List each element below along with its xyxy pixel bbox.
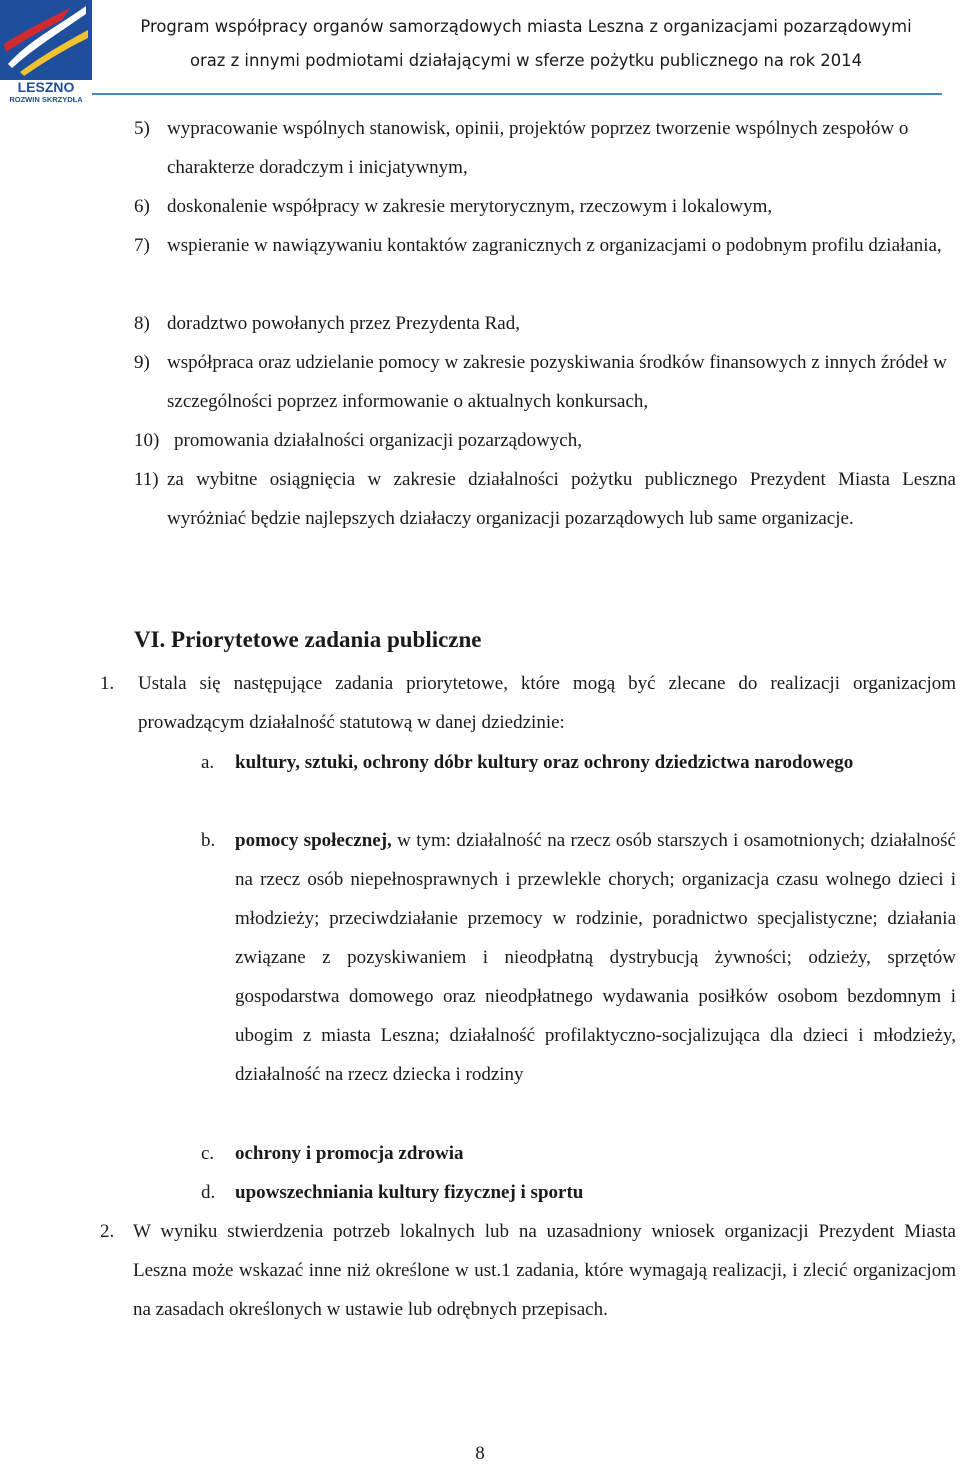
sub-item-bold-text: pomocy społecznej, (235, 830, 392, 851)
paragraph-number: 1. (100, 673, 115, 694)
list-item-number: 5) (134, 118, 150, 139)
list-item-text: promowania działalności organizacji pozarządowych, (174, 430, 582, 451)
numbered-paragraph (100, 664, 956, 742)
list-item-text: za wybitne osiągnięcia w zakresie działalności pożytku publicznego Prezydent Miasta Leszna wyróżniać będzie najlepszych działaczy organizacji pozarządowych lub same organizacje. (167, 469, 956, 529)
paragraph-text: W wyniku stwierdzenia potrzeb lokalnych lub na uzasadniony wniosek organizacji Prezydent Miasta Leszna może wskazać inne niż określone w ust.1 zadania, które wymagają realizacji, i zlecić organizacjom na zasadach określonych w ustawie lub odrębnych przepisach. (133, 1221, 956, 1320)
sub-list-item (201, 1173, 956, 1212)
paragraph-number: 2. (100, 1221, 115, 1242)
list-item-number: 7) (134, 235, 150, 256)
paragraph-text: Ustala się następujące zadania priorytetowe, które mogą być zlecane do realizacji organizacjom prowadzącym działalność statutową w danej dziedzinie: (138, 673, 956, 733)
list-item-number: 9) (134, 352, 150, 373)
sub-item-bold-text: kultury, sztuki, ochrony dóbr kultury oraz ochrony dziedzictwa narodowego (235, 752, 854, 773)
sub-item-text: w tym: działalność na rzecz osób starszych i osamotnionych; działalność na rzecz osób niepełnosprawnych i przewlekle chorych; organizacja czasu wolnego dzieci i młodzieży; przeciwdziałanie przemocy w rodzinie, poradnictwo specjalistyczne; działania związane z pozyskiwaniem i nieodpłatną dystrybucją żywności; odzieży, sprzętów gospodarstwa domowego oraz nieodpłatnego wydawania posiłków osobom bezdomnym i ubogim z miasta Leszna; działalność profilaktyczno-socjalizująca dla dzieci i młodzieży, działalność na rzecz dziecka i rodziny (235, 830, 956, 1085)
list-item-text: wspieranie w nawiązywaniu kontaktów zagranicznych z organizacjami o podobnym profilu działania, (167, 235, 942, 256)
sub-item-letter: c. (201, 1143, 215, 1164)
list-item-number: 8) (134, 313, 150, 334)
section-title: VI. Priorytetowe zadania publiczne (134, 627, 482, 652)
list-item (134, 187, 956, 226)
sub-item-letter: b. (201, 830, 216, 851)
header-line-2: oraz z innymi podmiotami działającymi w sferze pożytku publicznego na rok 2014 (189, 51, 863, 70)
page-number: 8 (475, 1443, 485, 1464)
header-divider (92, 93, 942, 95)
numbered-paragraph (100, 1212, 956, 1329)
list-item-number: 6) (134, 196, 150, 217)
list-item-number: 10) (134, 430, 160, 451)
sub-item-letter: d. (201, 1182, 216, 1203)
list-item (134, 460, 956, 538)
logo-wordmark: LESZNO (17, 79, 75, 95)
logo-tagline: ROZWIN SKRZYDŁA (9, 95, 83, 104)
sub-item-bold-text: upowszechniania kultury fizycznej i sportu (235, 1182, 584, 1203)
list-item (134, 109, 956, 187)
list-item (134, 226, 956, 265)
leszno-logo (0, 0, 92, 104)
sub-item-letter: a. (201, 752, 215, 773)
list-item-number: 11) (134, 469, 159, 490)
list-item (134, 421, 956, 460)
sub-item-bold-text: ochrony i promocja zdrowia (235, 1143, 464, 1164)
sub-list-item (201, 743, 956, 782)
list-item-text: doradztwo powołanych przez Prezydenta Rad, (167, 313, 520, 334)
list-item-text: wypracowanie wspólnych stanowisk, opinii, projektów poprzez tworzenie wspólnych zespołów o charakterze doradczym i inicjatywnym, (167, 118, 909, 178)
list-item (134, 304, 956, 343)
header-line-1: Program współpracy organów samorządowych miasta Leszna z organizacjami pozarządowymi (140, 17, 912, 36)
list-item (134, 343, 956, 421)
document-header (100, 10, 952, 78)
sub-list-item (201, 821, 956, 1094)
list-item-text: doskonalenie współpracy w zakresie merytorycznym, rzeczowym i lokalowym, (167, 196, 773, 217)
sub-list-item (201, 1134, 956, 1173)
list-item-text: współpraca oraz udzielanie pomocy w zakresie pozyskiwania środków finansowych z innych źródeł w szczególności poprzez informowanie o aktualnych konkursach, (167, 352, 947, 412)
